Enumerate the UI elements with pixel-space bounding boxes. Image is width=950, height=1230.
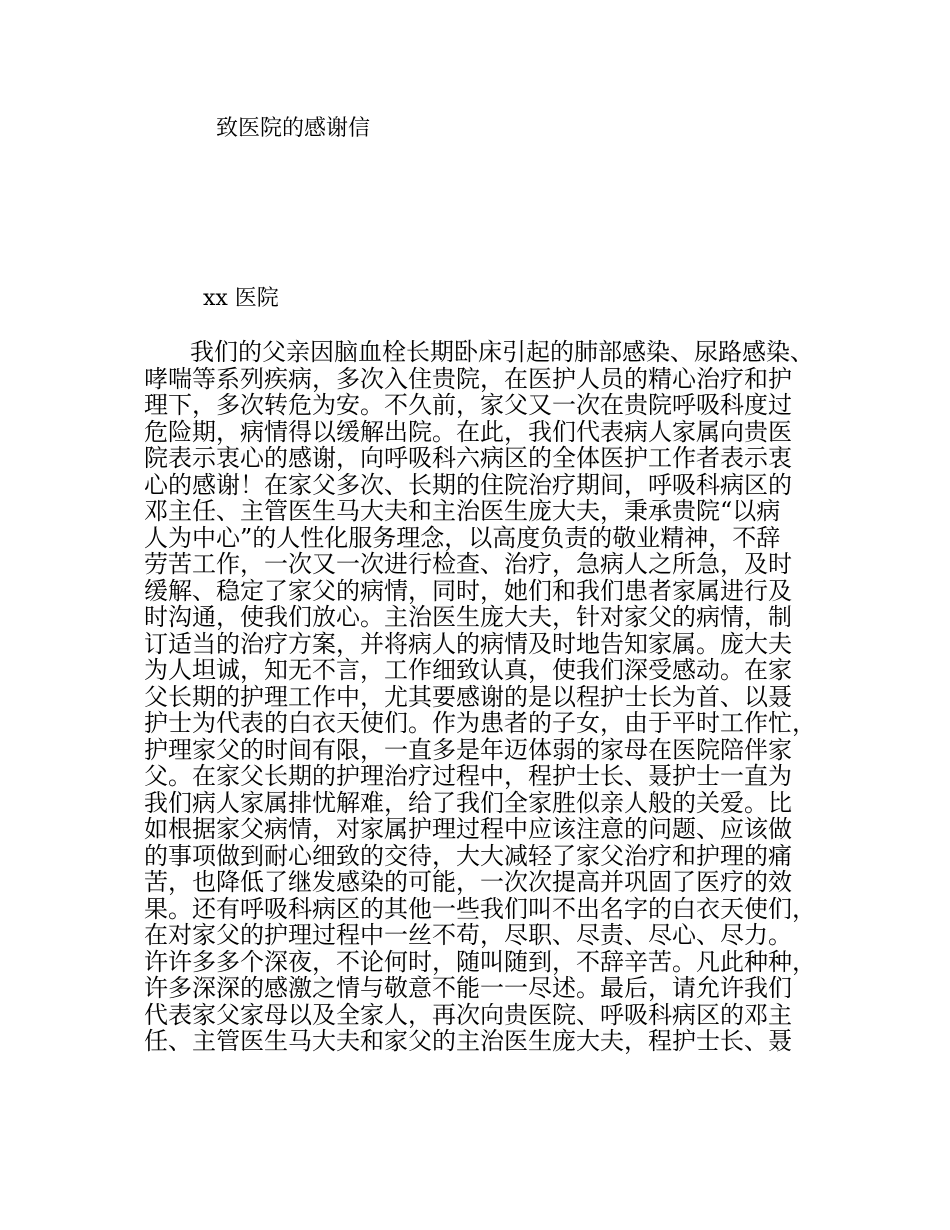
body-line: 时沟通，使我们放心。主治医生庞大夫，针对家父的病情，制	[144, 603, 792, 631]
body-line: 在对家父的护理过程中一丝不苟，尽职、尽责、尽心、尽力。	[144, 921, 792, 949]
body-line: 理下，多次转危为安。不久前，家父又一次在贵院呼吸科度过	[144, 391, 792, 419]
body-line: 护士为代表的白衣天使们。作为患者的子女，由于平时工作忙，	[144, 709, 816, 737]
body-line: 父。在家父长期的护理治疗过程中，程护士长、聂护士一直为	[144, 762, 792, 790]
body-line: 哮喘等系列疾病，多次入住贵院，在医护人员的精心治疗和护	[144, 364, 792, 393]
body-line: 我们的父亲因脑血栓长期卧床引起的肺部感染、尿路感染、	[190, 338, 814, 366]
body-line: 订适当的治疗方案，并将病人的病情及时地告知家属。庞大夫	[144, 629, 792, 658]
letter-body	[144, 339, 824, 1055]
body-line: 邓主任、主管医生马大夫和主治医生庞大夫，秉承贵院“以病	[144, 497, 781, 525]
body-line: 人为中心”的人性化服务理念，以高度负责的敬业精神，不辞	[144, 523, 781, 552]
body-line: 危险期，病情得以缓解出院。在此，我们代表病人家属向贵医	[144, 417, 792, 446]
body-line: 为人坦诚，知无不言，工作细致认真，使我们深受感动。在家	[144, 656, 792, 684]
body-line: 我们病人家属排忧解难，给了我们全家胜似亲人般的关爱。比	[144, 788, 792, 817]
body-line: 苦，也降低了继发感染的可能，一次次提高并巩固了医疗的效	[144, 868, 792, 896]
body-line: 心的感谢！在家父多次、长期的住院治疗期间，呼吸科病区的	[144, 470, 792, 499]
body-line: 果。还有呼吸科病区的其他一些我们叫不出名字的白衣天使们，	[144, 894, 816, 923]
body-line: 缓解、稳定了家父的病情，同时，她们和我们患者家属进行及	[144, 576, 792, 605]
body-line: 父长期的护理工作中，尤其要感谢的是以程护士长为首、以聂	[144, 682, 792, 711]
body-line: 护理家父的时间有限，一直多是年迈体弱的家母在医院陪伴家	[144, 735, 792, 764]
body-line: 劳苦工作，一次又一次进行检查、治疗，急病人之所急，及时	[144, 550, 792, 578]
body-line: 院表示衷心的感谢，向呼吸科六病区的全体医护工作者表示衷	[144, 444, 792, 472]
body-line: 代表家父家母以及全家人，再次向贵医院、呼吸科病区的邓主	[144, 1000, 792, 1029]
body-line: 的事项做到耐心细致的交待，大大减轻了家父治疗和护理的痛	[144, 841, 792, 870]
body-line: 任、主管医生马大夫和家父的主治医生庞大夫，程护士长、聂	[144, 1027, 792, 1055]
body-line: 许许多多个深夜，不论何时，随叫随到，不辞辛苦。凡此种种，	[144, 947, 816, 976]
body-line: 许多深深的感激之情与敬意不能一一尽述。最后，请允许我们	[144, 974, 792, 1002]
body-line: 如根据家父病情，对家属护理过程中应该注意的问题、应该做	[144, 815, 792, 843]
document-title: 致医院的感谢信	[216, 116, 371, 141]
salutation: xx 医院	[203, 286, 279, 311]
